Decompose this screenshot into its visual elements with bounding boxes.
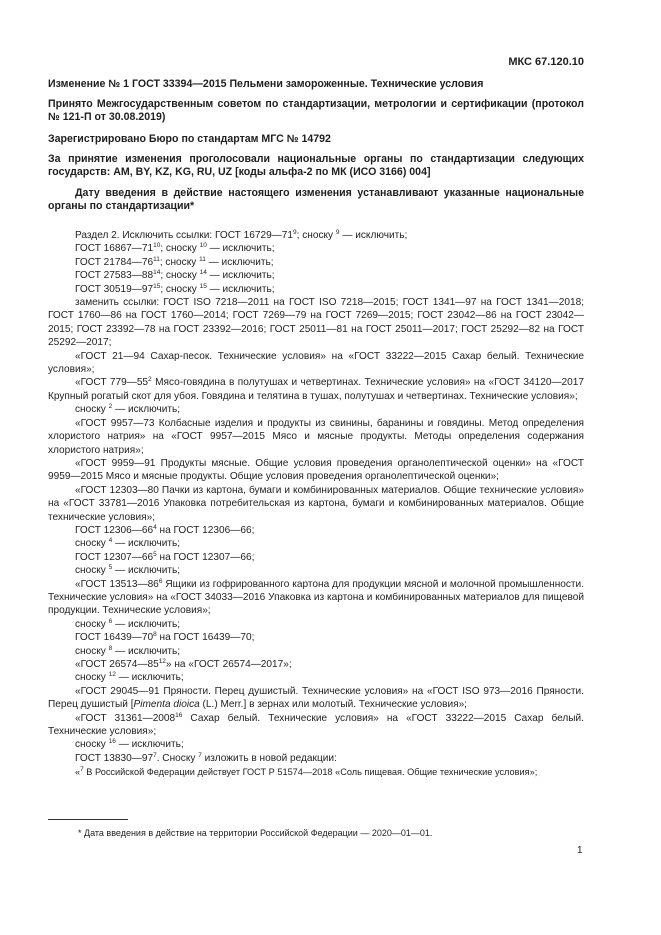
body-paragraph: ГОСТ $21784—76^{11}$; сноску $^{11}$ — исключить; xyxy=(75,255,274,268)
body-paragraph: «ГОСТ 21—94 Сахар-песок. Технические условия» на «ГОСТ 33222—2015 Сахар белый. Технические условия»; xyxy=(48,350,584,376)
body-paragraph: ГОСТ $16867—71^{10}$; сноску $^{10}$ — исключить; xyxy=(75,242,275,255)
voting-countries: За принятие изменения проголосовали национальные органы по стандартизации следующих государств: AM, BY, KZ, KG, RU, UZ [коды альфа-2 по МК (ИСО 3166) 004] xyxy=(48,153,584,178)
footnote: * Дата введения в действие на территории Российской Федерации — 2020—01—01. xyxy=(78,828,433,838)
effective-date-note: Дату введения в действие настоящего изменения устанавливают указанные национальные органы по стандартизации* xyxy=(48,187,584,212)
amendment-title: Изменение № 1 ГОСТ 33394—2015 Пельмени замороженные. Технические условия xyxy=(48,78,484,90)
body-paragraph: «ГОСТ 12303—80 Пачки из картона, бумаги и комбинированных материалов. Общие технические условия» на «ГОСТ 33781—2016 Упаковка потребительская из картона, бумаги и комбинированных материалов. Общие технические условия»; xyxy=(48,484,584,523)
footnote-separator xyxy=(48,819,128,820)
body-paragraph: «ГОСТ 31361—2008$^{16}$ Сахар белый. Технические условия» на «ГОСТ 33222—2015 Сахар белый. Технические условия»; xyxy=(48,711,585,738)
body-paragraph: заменить ссылки: ГОСТ ISO 7218—2011 на ГОСТ ISO 7218—2015; ГОСТ 1341—97 на ГОСТ 1341—2018; ГОСТ 1760—86 на ГОСТ 1760—2014; ГОСТ 7269—79 на ГОСТ 7269—2015; ГОСТ 23042—86 на ГОСТ 23042—2015; ГОСТ 23392—78 на ГОСТ 23392—2016; ГОСТ 25011—81 на ГОСТ 25011—2017; ГОСТ 25292—82 на ГОСТ 25292—2017; xyxy=(48,297,584,349)
body-paragraph: «ГОСТ $779—55^2$ Мясо-говядина в полутушах и четвертинах. Технические условия» на «ГОСТ 34120—2017 Крупный рогатый скот для убоя. Говядина и телятина в тушах, полутушах и четвертинах. Технические условия»; xyxy=(48,376,584,402)
body-paragraph: ГОСТ $30519—97^{15}$; сноску $^{15}$ — исключить; xyxy=(75,282,275,295)
body-paragraph: «ГОСТ 9957—73 Колбасные изделия и продукты из свинины, баранины и говядины. Метод определения хлористого натрия» на «ГОСТ 9957—2015 Мясо и мясные продукты. Методы определения содержания хлористого натрия»; xyxy=(48,417,584,456)
body-paragraph: сноску $^2$ — исключить; xyxy=(75,403,181,416)
body-paragraph: ГОСТ $13830—97^7$. Сноску $^7$ изложить в новой редакции: xyxy=(75,751,337,764)
registration-statement: Зарегистрировано Бюро по стандартам МГС № 14792 xyxy=(48,133,331,145)
page-number: 1 xyxy=(577,845,583,856)
body-paragraph: «ГОСТ $26574—85^{12}$» на «ГОСТ 26574—2017»; xyxy=(75,658,292,670)
body-paragraph: сноску $^6$ — исключить; xyxy=(75,617,181,630)
body-paragraph: сноску $^{12}$ — исключить; xyxy=(75,671,184,684)
body-paragraph: «ГОСТ $13513—86^6$ Ящики из гофрированного картона для продукции мясной и молочной промышленности. Технические условия» на «ГОСТ 34033—2016 Упаковка из картона и комбинированных материалов для пищевой продукции. Технические условия»; xyxy=(48,577,584,617)
body-paragraph: Раздел 2. Исключить ссылки: ГОСТ $16729—71^9$; сноску $^9$ — исключить; xyxy=(75,229,408,241)
body-paragraph: сноску $^5$ — исключить; xyxy=(75,564,181,577)
body-paragraph: «$^7$ В Российской Федерации действует ГОСТ Р 51574—2018 «Соль пищевая. Общие технические условия»; xyxy=(75,766,538,778)
adopted-statement: Принято Межгосударственным советом по стандартизации, метрологии и сертификации (протокол № 121-П от 30.08.2019) xyxy=(48,98,584,123)
body-paragraph: сноску $^{16}$ — исключить; xyxy=(75,738,184,751)
body-paragraph: ГОСТ $27583—88^{14}$; сноску $^{14}$ — исключить; xyxy=(75,269,275,282)
amendment-body xyxy=(48,229,584,780)
body-paragraph: ГОСТ $16439—70^8$ на ГОСТ 16439—70; xyxy=(75,631,255,644)
body-paragraph: сноску $^4$ — исключить; xyxy=(75,537,181,550)
body-paragraph: ГОСТ $12306—66^4$ на ГОСТ 12306—66; xyxy=(75,523,255,536)
classification-code: МКС 67.120.10 xyxy=(508,56,584,68)
body-paragraph: сноску $^8$ — исключить; xyxy=(75,644,181,657)
body-paragraph: «ГОСТ 29045—91 Пряности. Перец душистый. Технические условия» на «ГОСТ ISO 973—2016 Пряности. Перец душистый [Pimenta dioica (L.) Merr.] в зернах или молотый. Технические условия»; xyxy=(48,685,584,711)
body-paragraph: ГОСТ $12307—66^5$ на ГОСТ 12307—66; xyxy=(75,550,255,563)
body-paragraph: «ГОСТ 9959—91 Продукты мясные. Общие условия проведения органолептической оценки» на «ГОСТ 9959—2015 Мясо и мясные продукты. Общие условия проведения органолептической оценки»; xyxy=(48,457,584,483)
